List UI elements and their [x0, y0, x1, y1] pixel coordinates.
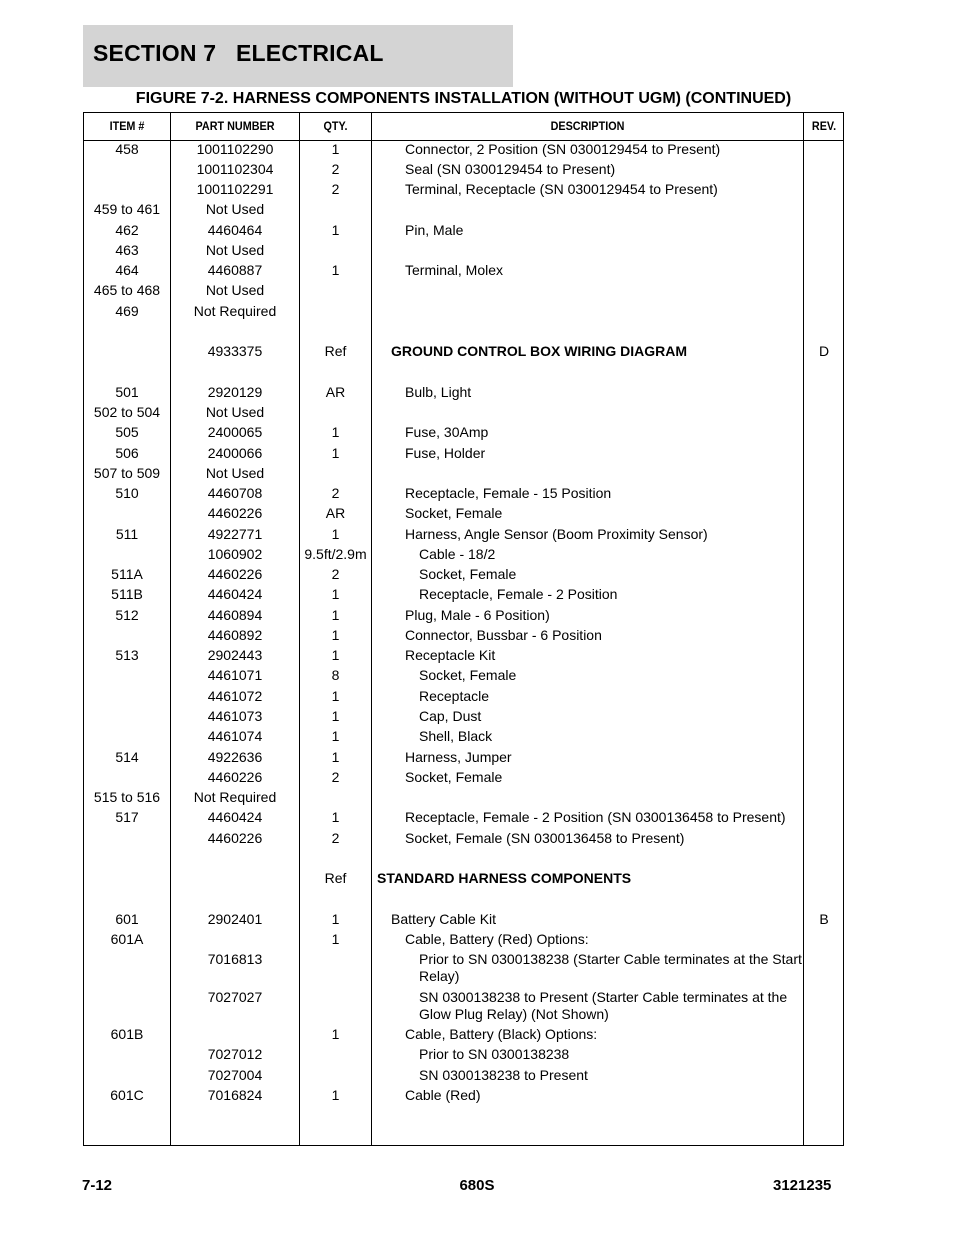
quantity-cell: Ref	[324, 870, 347, 886]
description-cell: Cable (Red)	[405, 1087, 481, 1103]
item-number-cell: 515 to 516	[93, 789, 161, 805]
description-cell: SN 0300138238 to Present	[419, 1067, 588, 1083]
quantity-cell: 1	[331, 809, 340, 825]
description-cell: Cable, Battery (Red) Options:	[405, 931, 589, 947]
part-number-cell: 4460892	[207, 627, 263, 643]
item-number-cell: 464	[115, 262, 139, 278]
part-number-cell: 2902401	[207, 911, 263, 927]
part-number-cell: 2902443	[207, 647, 263, 663]
description-cell: Shell, Black	[419, 728, 493, 744]
description-cell: SN 0300138238 to Present (Starter Cable terminates at the Glow Plug Relay) (Not Shown)	[419, 989, 788, 1022]
quantity-cell: 1	[331, 1087, 340, 1103]
quantity-cell: 1	[331, 586, 340, 602]
quantity-cell: 1	[331, 931, 340, 947]
part-number-cell: Not Used	[205, 465, 265, 481]
item-number-cell: 510	[115, 485, 139, 501]
part-number-cell: 7027004	[207, 1067, 263, 1083]
description-cell: Receptacle, Female - 2 Position	[419, 586, 618, 602]
part-number-cell: 4460424	[207, 586, 263, 602]
part-number-cell: 7027027	[207, 989, 263, 1005]
part-number-cell: 7016813	[207, 951, 263, 967]
part-number-cell: Not Used	[205, 201, 265, 217]
quantity-cell: 1	[331, 141, 340, 157]
part-number-cell: 4922771	[207, 526, 263, 542]
part-number-cell: 4460464	[207, 222, 263, 238]
item-number-cell: 458	[115, 141, 139, 157]
part-number-cell: 4933375	[207, 343, 263, 359]
description-cell: Cable - 18/2	[419, 546, 496, 562]
part-number-cell: 4460424	[207, 809, 263, 825]
part-number-cell: 4461074	[207, 728, 263, 744]
description-cell: Cap, Dust	[419, 708, 482, 724]
part-number-cell: 4460226	[207, 566, 263, 582]
part-number-cell: 7016824	[207, 1087, 263, 1103]
part-number-cell: Not Used	[205, 242, 265, 258]
part-number-cell: 4922636	[207, 749, 263, 765]
part-number-cell: Not Used	[205, 404, 265, 420]
quantity-cell: 2	[331, 566, 340, 582]
description-cell: Receptacle, Female - 15 Position	[405, 485, 612, 501]
section-title: SECTION 7 ELECTRICAL	[93, 40, 384, 66]
description-cell: Harness, Angle Sensor (Boom Proximity Sensor)	[405, 526, 708, 542]
quantity-cell: 1	[331, 708, 340, 724]
part-number-cell: 1060902	[207, 546, 263, 562]
item-number-cell: 502 to 504	[93, 404, 161, 420]
description-cell: Terminal, Receptacle (SN 0300129454 to Present)	[405, 181, 718, 197]
quantity-cell: 2	[331, 161, 340, 177]
header-item: ITEM #	[109, 119, 145, 133]
item-number-cell: 507 to 509	[93, 465, 161, 481]
column-divider	[803, 113, 804, 1145]
description-cell: Harness, Jumper	[405, 749, 512, 765]
manual-number: 3121235	[773, 1177, 832, 1194]
part-number-cell: 4461073	[207, 708, 263, 724]
part-number-cell: 4461071	[207, 667, 263, 683]
description-cell: STANDARD HARNESS COMPONENTS	[377, 870, 632, 886]
part-number-cell: Not Required	[193, 789, 277, 805]
part-number-cell: 4460708	[207, 485, 263, 501]
item-number-cell: 506	[115, 445, 139, 461]
quantity-cell: AR	[325, 384, 346, 400]
quantity-cell: 8	[331, 667, 340, 683]
quantity-cell: 1	[331, 526, 340, 542]
item-number-cell: 601A	[110, 931, 144, 947]
description-cell: Pin, Male	[405, 222, 464, 238]
part-number-cell: 7027012	[207, 1046, 263, 1062]
item-number-cell: 511A	[111, 566, 143, 582]
part-number-cell: 4460887	[207, 262, 263, 278]
description-cell: Bulb, Light	[405, 384, 472, 400]
description-cell: Plug, Male - 6 Position)	[405, 607, 550, 623]
header-part-number: PART NUMBER	[195, 119, 275, 133]
description-cell: Socket, Female	[405, 769, 503, 785]
item-number-cell: 505	[115, 424, 139, 440]
item-number-cell: 462	[115, 222, 139, 238]
quantity-cell: 1	[331, 445, 340, 461]
description-cell: Seal (SN 0300129454 to Present)	[405, 161, 616, 177]
part-number-cell: 1001102291	[196, 181, 274, 197]
quantity-cell: 1	[331, 262, 340, 278]
description-cell: Prior to SN 0300138238 (Starter Cable terminates at the Start Relay)	[419, 951, 802, 984]
part-number-cell: 1001102304	[196, 161, 274, 177]
description-cell: Connector, Bussbar - 6 Position	[405, 627, 602, 643]
description-cell: GROUND CONTROL BOX WIRING DIAGRAM	[391, 343, 688, 359]
description-cell: Socket, Female	[405, 505, 503, 521]
item-number-cell: 512	[115, 607, 139, 623]
part-number-cell: 1001102290	[196, 141, 274, 157]
quantity-cell: 1	[331, 728, 340, 744]
item-number-cell: 601C	[110, 1087, 144, 1103]
quantity-cell: 1	[331, 607, 340, 623]
quantity-cell: 1	[331, 688, 340, 704]
header-rev: REV.	[811, 119, 837, 133]
description-cell: Receptacle Kit	[405, 647, 496, 663]
part-number-cell: Not Required	[193, 303, 277, 319]
column-divider	[371, 113, 372, 1145]
item-number-cell: 511B	[111, 586, 143, 602]
quantity-cell: AR	[325, 505, 346, 521]
item-number-cell: 501	[115, 384, 139, 400]
part-number-cell: 4460894	[207, 607, 263, 623]
description-cell: Socket, Female	[419, 566, 517, 582]
part-number-cell: 2920129	[207, 384, 263, 400]
header-qty: QTY.	[323, 119, 348, 133]
item-number-cell: 601	[115, 911, 139, 927]
part-number-cell: 2400066	[207, 445, 263, 461]
quantity-cell: 1	[331, 627, 340, 643]
description-cell: Cable, Battery (Black) Options:	[405, 1026, 598, 1042]
quantity-cell: 1	[331, 911, 340, 927]
page-number: 7-12	[82, 1177, 113, 1194]
item-number-cell: 513	[115, 647, 139, 663]
revision-cell: D	[818, 343, 830, 359]
header-description: DESCRIPTION	[550, 119, 625, 133]
quantity-cell: 9.5ft/2.9m	[304, 546, 367, 562]
description-cell: Battery Cable Kit	[391, 911, 497, 927]
item-number-cell: 465 to 468	[93, 282, 161, 298]
revision-cell: B	[819, 911, 829, 927]
description-cell: Fuse, 30Amp	[405, 424, 489, 440]
description-cell: Terminal, Molex	[405, 262, 504, 278]
figure-title: FIGURE 7-2. HARNESS COMPONENTS INSTALLATION (WITHOUT UGM) (CONTINUED)	[135, 90, 792, 107]
quantity-cell: 1	[331, 424, 340, 440]
quantity-cell: 1	[331, 749, 340, 765]
description-cell: Socket, Female (SN 0300136458 to Present)	[405, 830, 685, 846]
description-cell: Prior to SN 0300138238	[419, 1046, 570, 1062]
item-number-cell: 463	[115, 242, 139, 258]
part-number-cell: 4460226	[207, 830, 263, 846]
description-cell: Fuse, Holder	[405, 445, 486, 461]
quantity-cell: 1	[331, 222, 340, 238]
quantity-cell: Ref	[324, 343, 347, 359]
item-number-cell: 601B	[110, 1026, 144, 1042]
description-cell: Socket, Female	[419, 667, 517, 683]
quantity-cell: 2	[331, 769, 340, 785]
quantity-cell: 2	[331, 830, 340, 846]
item-number-cell: 469	[115, 303, 139, 319]
part-number-cell: 4461072	[207, 688, 263, 704]
quantity-cell: 2	[331, 181, 340, 197]
part-number-cell: 2400065	[207, 424, 263, 440]
description-cell: Connector, 2 Position (SN 0300129454 to Present)	[405, 141, 721, 157]
item-number-cell: 517	[115, 809, 139, 825]
description-cell: Receptacle, Female - 2 Position (SN 0300136458 to Present)	[405, 809, 786, 825]
item-number-cell: 459 to 461	[93, 201, 161, 217]
quantity-cell: 1	[331, 647, 340, 663]
part-number-cell: 4460226	[207, 505, 263, 521]
quantity-cell: 1	[331, 1026, 340, 1042]
parts-table	[83, 112, 844, 1146]
part-number-cell: 4460226	[207, 769, 263, 785]
quantity-cell: 2	[331, 485, 340, 501]
item-number-cell: 511	[115, 526, 139, 542]
description-cell: Receptacle	[419, 688, 490, 704]
item-number-cell: 514	[115, 749, 139, 765]
part-number-cell: Not Used	[205, 282, 265, 298]
model-number: 680S	[459, 1177, 495, 1194]
